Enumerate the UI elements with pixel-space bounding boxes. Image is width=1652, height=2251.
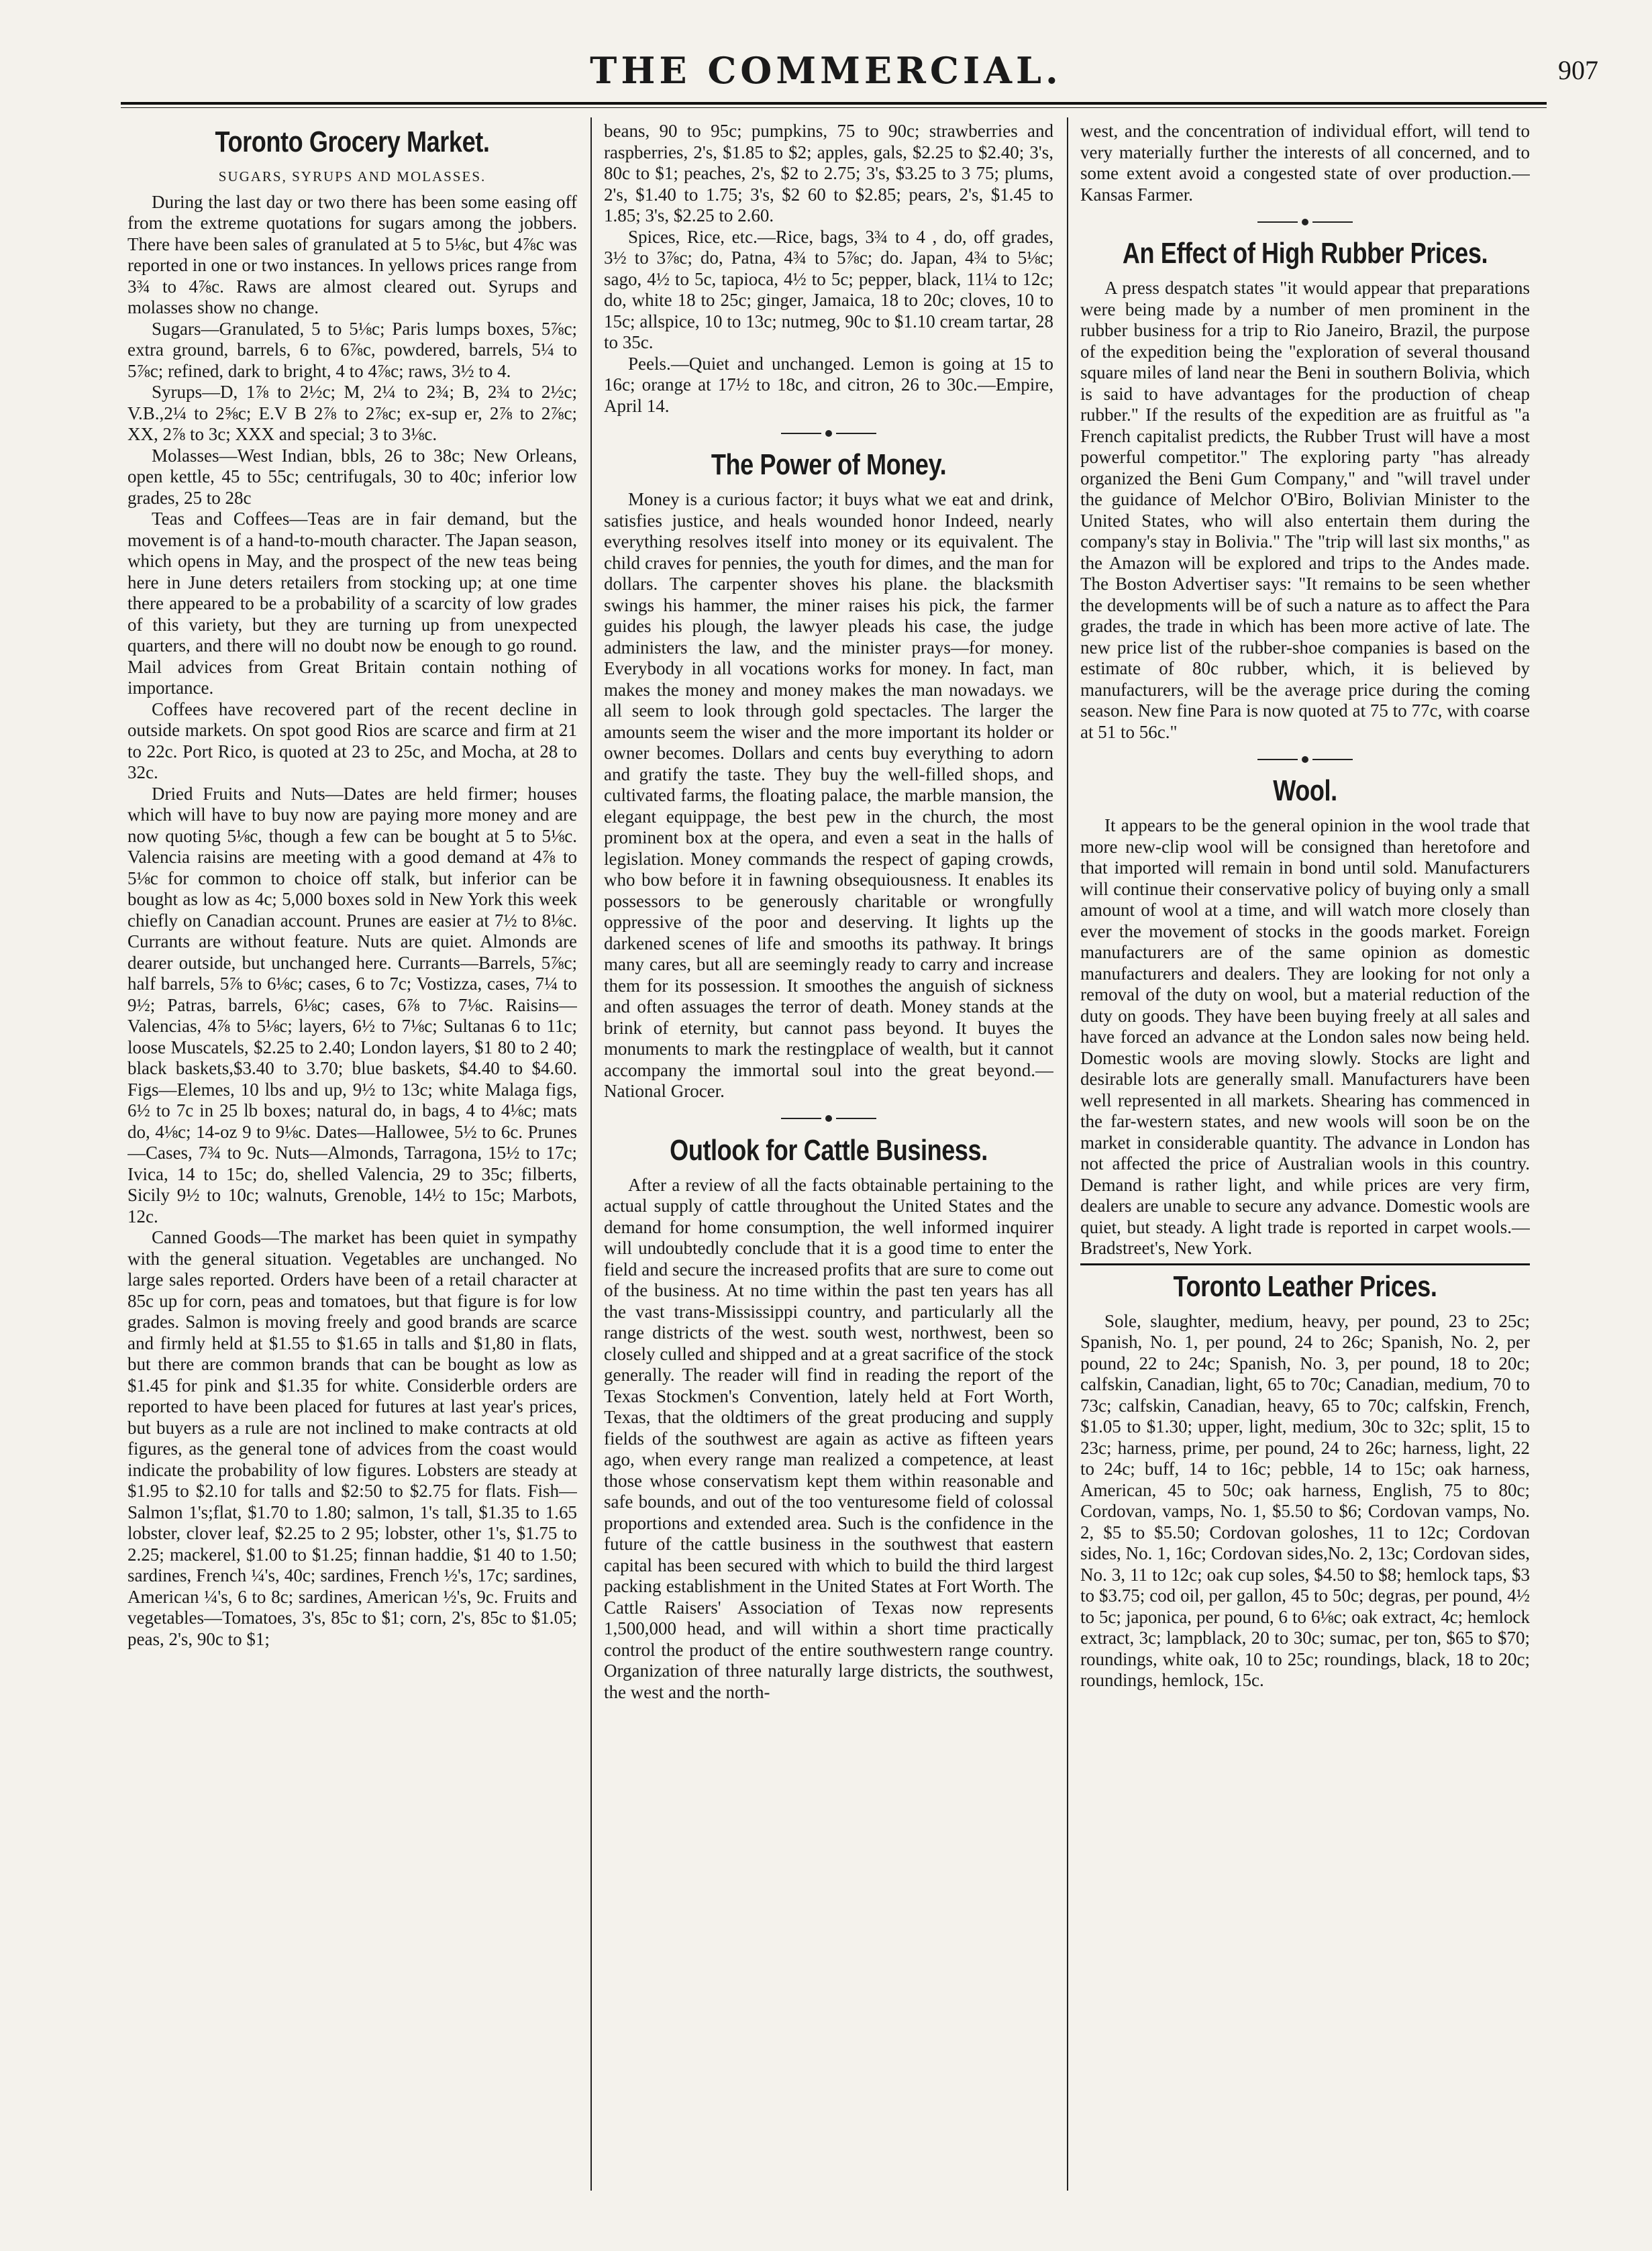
paragraph: Spices, Rice, etc.—Rice, bags, 3¾ to 4 , do, off grades, 3½ to 3⅞c; do, Patna, 4¾ to 5⅞c; do. Japan, 4¾ to 5⅛c; sago, 4½ to 5c, tapioca, 4½ to 5c; pepper, black, 11¼ to 12c; do, white 18 to 25c; ginger, Jamaica, 18 to 20c; cloves, 10 to 15c; allspice, 10 to 13c; nutmeg, 90c to $1.10 cream tartar, 28 to 35c. — [604, 226, 1053, 352]
article-heading-cattle: Outlook for Cattle Business. — [670, 1133, 988, 1167]
paragraph: Molasses—West Indian, bbls, 26 to 38c; New Orleans, open kettle, 45 to 55c; centrifugals, 30 to 40c; inferior low grades, 25 to 28c — [127, 445, 577, 508]
paragraph: After a review of all the facts obtainable pertaining to the actual supply of cattle throughout the United States and the demand for home consumption, the well informed inquirer will undoubtedly conclude that it is a good time to enter the field and secure the increased profits that are sure to come out of the business. At no time within the past ten years has all the vast trans-Mississippi country, and particularly all the range districts of the west. south west, northwest, been so closely culled and shipped and at a great sacrifice of the stock generally. The reader will find in reading the report of the Texas Stockmen's Convention, lately held at Fort Worth, Texas, that the oldtimers of the great producing and supply fields of the southwest are again as active as fifteen years ago, when every range man realized a competence, at least those whose conservatism kept them within reasonable and safe bounds, and out of the too venturesome field of colossal proportions and extended area. Such is the confidence in the future of the cattle business in the southwest that eastern capital has been secured with which to build the third largest packing establishment in the United States at Fort Worth. The Cattle Raisers' Association of Texas now represents 1,500,000 head, and will within a short time practically control the product of the entire southwestern range country. Organization of three naturally large districts, the southwest, the west and the north- — [604, 1174, 1053, 1702]
paragraph: west, and the concentration of individual effort, will tend to very materially further the interests of all concerned, and to some extent avoid a congested state of over production.—Kansas Farmer. — [1080, 121, 1530, 205]
section-separator — [1080, 748, 1530, 768]
article-heading-grocery: Toronto Grocery Market. — [215, 125, 490, 158]
article-heading-money: The Power of Money. — [711, 448, 947, 481]
paragraph: Teas and Coffees—Teas are in fair demand, but the movement is of a hand-to-mouth character. The Japan season, which opens in May, and the prospect of the new teas being here in June deters retailers from stocking up; at one time there appeared to be a probability of a scarcity of low grades of this variety, but they are turning up from unexpected quarters, and there will no doubt now be enough to go round. Mail advices from Great Britain contain nothing of importance. — [127, 509, 577, 698]
column-3 — [1080, 121, 1530, 2120]
paragraph: Dried Fruits and Nuts—Dates are held firmer; houses which will have to buy now are paying more money and are now quoting 5⅛c, though a few can be bought at 5 to 5⅛c. Valencia raisins are meeting with a good demand at 4⅞ to 5⅛c for common to choice off stalk, but inferior can be bought as low as 4c; 5,000 boxes sold in New York this week chiefly on Canadian account. Prunes are easier at 7½ to 8⅛c. Currants are without feature. Nuts are quiet. Almonds are dearer outside, but unchanged here. Currants—Barrels, 5⅞c; half barrels, 5⅞ to 6⅛c; cases, 6 to 7c; Vostizza, cases, 7¼ to 9½; Patras, barrels, 6⅛c; cases, 6⅞ to 7⅛c. Raisins—Valencias, 4⅞ to 5⅛c; layers, 6½ to 7⅛c; Sultanas 6 to 11c; loose Muscatels, $2.25 to 2.40; London layers, $1 80 to 2 40; black baskets,$3.40 to 3.70; blue baskets, $4.40 to $4.60. Figs—Elemes, 10 lbs and up, 9½ to 13c; white Malaga figs, 6½ to 7c in 25 lb boxes; natural do, in bags, 4 to 4⅛c; mats do, 4⅛c; 14-oz 9 to 9⅛c. Dates—Hallowee, 5½ to 6c. Prunes—Cases, 7¾ to 9c. Nuts—Almonds, Tarragona, 15½ to 17c; Ivica, 14 to 15c; do, shelled Valencia, 29 to 35c; filberts, Sicily 9½ to 10c; walnuts, Grenoble, 14½ to 15c; Marbots, 12c. — [127, 783, 577, 1226]
masthead-rule-thin — [121, 107, 1547, 108]
page-number: 907 — [1558, 55, 1598, 85]
article-heading-rubber: An Effect of High Rubber Prices. — [1122, 237, 1488, 270]
masthead-rule — [121, 102, 1547, 105]
paragraph: A press despatch states "it would appear that preparations were being made by a number of men prominent in the rubber business for a trip to Rio Janeiro, Brazil, the purpose of the expedition being the "exploration of several thousand square miles of land near the Beni in southern Bolivia, which is said to have advantages for the production of cheap rubber." If the results of the expedition are as fruitful as "a French capitalist predicts, the Rubber Trust will have a most powerful competitor." The exploring party "has already organized the Beni Gum Company," and "will travel under the guidance of Melchor O'Biro, Bolivian Minister to the United States, who will also entertain them during the company's stay in Bolivia." The "trip will last six months," as the Amazon will be explored and trips to the Andes made. The Boston Advertiser says: "It remains to be seen whether the developments will be of such a nature as to affect the Para grades, the trade in which has been more active of late. The new price list of the rubber-shoe companies is based on the estimate of 80c rubber, which, it is believed by manufacturers, will be the average price during the coming season. New fine Para is now quoted at 75 to 77c, with coarse at 51 to 56c." — [1080, 278, 1530, 742]
article-heading-wool: Wool. — [1273, 774, 1337, 807]
column-divider — [590, 117, 592, 2191]
paragraph: Canned Goods—The market has been quiet in sympathy with the general situation. Vegetables are unchanged. No large sales reported. Orders have been of a retail character at 85c up for corn, peas and tomatoes, but that figure is for low grades. Salmon is moving freely and good brands are scarce and firmly held at $1.55 to $1.65 in talls and $1,80 in flats, but there are common brands that can be bought as low as $1.45 for pink and $1.35 for white. Considerble orders are reported to have been placed for futures at last year's prices, but buyers as a rule are not inclined to make contracts at old figures, as the general tone of advices from the coast would indicate the probability of low figures. Lobsters are steady at $1.95 to $2.10 for talls and $2:50 to $2.75 for flats. Fish—Salmon 1's;flat, $1.70 to 1.80; salmon, 1's tall, $1.35 to 1.65 lobster, clover leaf, $2.25 to 2 95; lobster, other 1's, $1.75 to 2.25; mackerel, $1.00 to $1.25; finnan haddie, $1 40 to 1.50; sardines, French ¼'s, 40c; sardines, French ½'s, 17c; sardines, American ¼'s, 6 to 8c; sardines, American ½'s, 9c. Fruits and vegetables—Tomatoes, 3's, 85c to $1; corn, 2's, 85c to $1.05; peas, 2's, 90c to $1; — [127, 1227, 577, 1649]
paragraph: Money is a curious factor; it buys what we eat and drink, satisfies justice, and heals wounded honor Indeed, nearly everything resolves itself into money or its equivalent. The child craves for pennies, the youth for dimes, and the man for dollars. The carpenter shoves his plane. the blacksmith swings his hammer, the miner raises his pick, the farmer guides his plough, the lawyer pleads his case, the judge administers the law, and the minister prays—for money. Everybody in all vocations works for money. In fact, man makes the money and money makes the man nowadays. we all seem to look through gold spectacles. The larger the amounts seem the wiser and the more important its holder or owner becomes. Dollars and cents buy everything to adorn and gratify the taste. They buy the well-filled shops, and cultivated farms, the floating palace, the marble mansion, the elegant equippage, the best pew in the church, the most prominent box at the opera, and even a seat in the halls of legislation. Money commands the respect of gaping crowds, who bow before it in fawning obsequiousness. It enables its possessors to be generously charitable or wrongfully oppressive of the poor and deserving. It lights up the darkened scenes of life and smooths its pathway. It brings many cares, but all are seemingly ready to carry and increase them for its possession. It smoothes the anguish of sickness and often assuages the terror of death. Money stands at the brink of eternity, but cannot pass beyond. It buyes the monuments to mark the restingplace of wealth, but it cannot accompany the immortal soul into the great beyond.—National Grocer. — [604, 489, 1053, 1101]
paragraph: During the last day or two there has been some easing off from the extreme quotations for sugars among the jobbers. There have been sales of granulated at 5 to 5⅛c, but 4⅞c was reported in one or two instances. In yellows prices range from 3¾ to 4⅞c. Raws are almost cleared out. Syrups and molasses show no change. — [127, 191, 577, 317]
paragraph: beans, 90 to 95c; pumpkins, 75 to 90c; strawberries and raspberries, 2's, $1.85 to $2; apples, gals, $2.25 to $2.40; 3's, 80c to $1; peaches, 2's, $2 to 2.75; 3's, $3.25 to 3 75; plums, 2's, $1.40 to 1.75; 3's, $2 60 to $2.85; pears, 2's, $1.45 to 1.85; 3's, $2.25 to 2.60. — [604, 121, 1053, 225]
publication-title: THE COMMERCIAL. — [590, 49, 1062, 92]
paragraph: Coffees have recovered part of the recent decline in outside markets. On spot good Rios are scarce and firm at 21 to 22c. Port Rico, is quoted at 23 to 25c, and Mocha, at 28 to 32c. — [127, 698, 577, 782]
article-heading-leather: Toronto Leather Prices. — [1173, 1269, 1437, 1303]
column-divider — [1067, 117, 1068, 2191]
article-subhead: SUGARS, SYRUPS AND MOLASSES. — [218, 168, 486, 185]
section-separator — [604, 1108, 1053, 1128]
paragraph: It appears to be the general opinion in the wool trade that more new-clip wool will be consigned than heretofore and that imported will remain in bond until sold. Manufacturers will continue their conservative policy of buying only a small amount of wool at a time, and will watch more closely than ever the movement of stocks in the goods market. Foreign manufacturers are of the same opinion as domestic manufacturers and dealers. They are looking for not only a removal of the duty on wool, but a material reduction of the duty on goods. They have been buying freely at all sales and have forced an advance at the London sales now being held. Domestic wools are moving slowly. Stocks are light and desirable lots are generally small. Manufacturers have been well represented in all markets. Shearing has commenced in the far-western states, and new wools will soon be on the market in considerable quantity. The advance in London has not affected the price of Australian wools in this country. Demand is rather light, and while prices are very firm, dealers are unable to secure any advance. Domestic wools are quiet, but steady. A light trade is reported in carpet wools.—Bradstreet's, New York. — [1080, 815, 1530, 1258]
paragraph: Sole, slaughter, medium, heavy, per pound, 23 to 25c; Spanish, No. 1, per pound, 24 to 26c; Spanish, No. 2, per pound, 22 to 24c; Spanish, No. 3, per pound, 18 to 20c; calfskin, Canadian, light, 65 to 70c; Canadian, medium, 70 to 73c; calfskin, Canadian, heavy, 65 to 70c; calfskin, French, $1.05 to $1.30; upper, light, medium, 30c to 32c; split, 15 to 23c; harness, prime, per pound, 24 to 26c; harness, light, 22 to 24c; buff, 14 to 16c; pebble, 14 to 15c; oak harness, American, 45 to 50c; oak harness, English, 75 to 80c; Cordovan, vamps, No. 1, $5.50 to $6; Cordovan vamps, No. 2, $5 to $5.50; Cordovan goloshes, 11 to 12c; Cordovan sides, No. 1, 16c; Cordovan sides,No. 2, 13c; Cordovan sides, No. 3, 11 to 12c; oak cup soles, $4.50 to $8; hemlock taps, $3 to $3.75; cod oil, per gallon, 45 to 50c; degras, per pound, 4½ to 5c; japonica, per pound, 6 to 6⅛c; oak extract, 4c; hemlock extract, 3c; lampblack, 20 to 30c; sumac, per ton, $65 to $70; roundings, white oak, 10 to 25c; roundings, black, 18 to 20c; roundings, hemlock, 15c. — [1080, 1310, 1530, 1690]
section-separator — [1080, 211, 1530, 231]
paragraph: Syrups—D, 1⅞ to 2½c; M, 2¼ to 2¾; B, 2¾ to 2½c; V.B.,2¼ to 2⅝c; E.V B 2⅞ to 2⅞c; ex-sup er, 2⅞ to 2⅞c; XX, 2⅞ to 3c; XXX and special; 3 to 3⅛c. — [127, 382, 577, 444]
column-2 — [604, 121, 1053, 2187]
section-separator — [604, 422, 1053, 442]
masthead — [0, 47, 1652, 94]
paragraph: Sugars—Granulated, 5 to 5⅛c; Paris lumps boxes, 5⅞c; extra ground, barrels, 6 to 6⅞c, powdered, barrels, 5¼ to 5⅞c; refined, dark to bright, 4 to 4⅞c; raws, 3½ to 4. — [127, 318, 577, 381]
column-1 — [127, 121, 577, 2187]
paragraph: Peels.—Quiet and unchanged. Lemon is going at 15 to 16c; orange at 17½ to 18c, and citron, 26 to 30c.—Empire, April 14. — [604, 353, 1053, 416]
section-rule — [1080, 1263, 1530, 1265]
